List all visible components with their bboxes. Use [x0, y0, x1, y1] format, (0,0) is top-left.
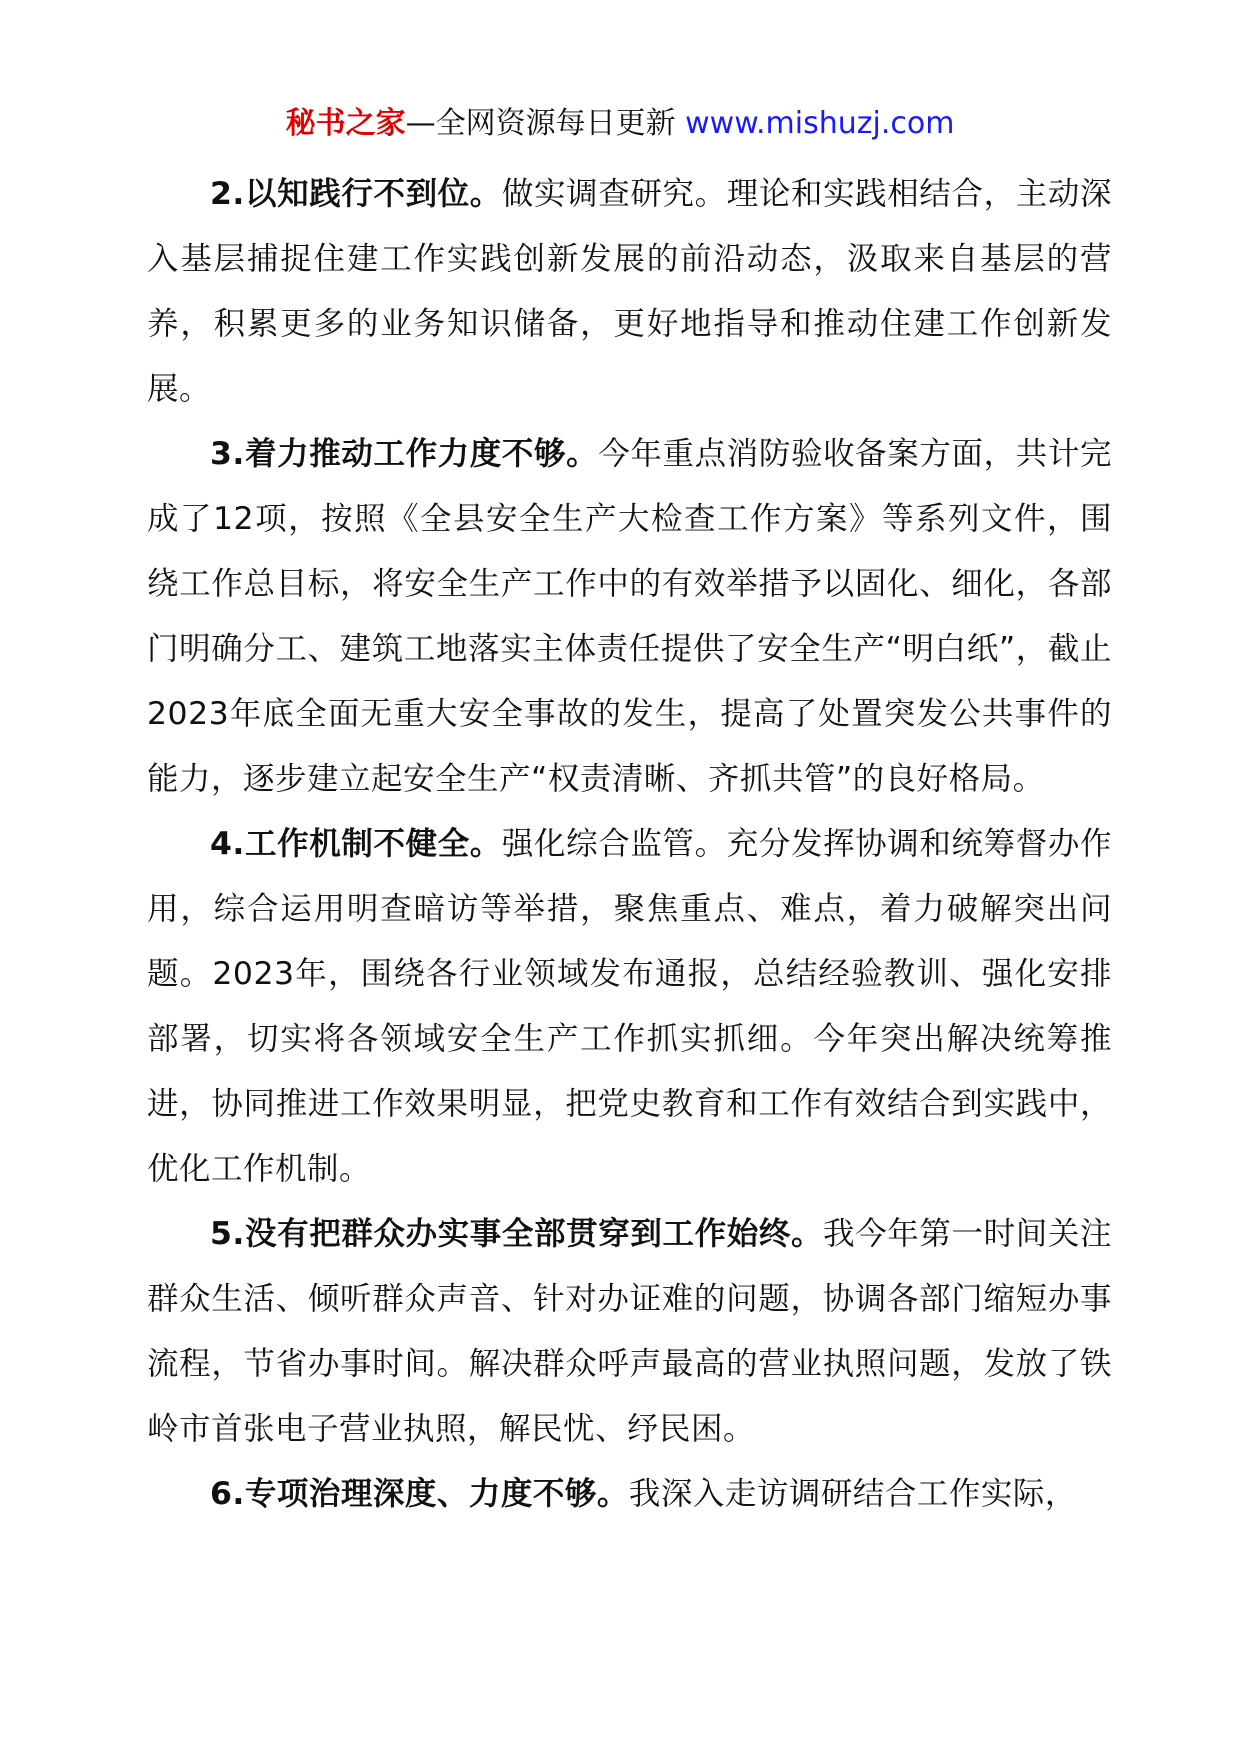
paragraph-text: 我深入走访调研结合工作实际， — [628, 1476, 1077, 1512]
paragraph-text: 今年重点消防验收备案方面，共计完成了12项，按照《全县安全生产大检查工作方案》等系列文件，围绕工作总目标，将安全生产工作中的有效举措予以固化、细化，各部门明确分工、建筑工地落实主体责任提供了安全生产“明白纸”，截止2023年底全面无重大安全事故的发生，提高了处置突发公共事件的能力，逐步建立起安全生产“权责清晰、齐抓共管”的良好格局。 — [147, 436, 1112, 797]
paragraph-text: 做实调查研究。理论和实践相结合，主动深入基层捕捉住建工作实践创新发展的前沿动态，汲取来自基层的营养，积累更多的业务知识储备，更好地指导和推动住建工作创新发展。 — [147, 176, 1112, 407]
paragraph-5 — [147, 1202, 1112, 1462]
header-slogan: —全网资源每日更新 — [405, 106, 676, 141]
paragraph-heading: 4.工作机制不健全。 — [210, 826, 502, 862]
site-url-link[interactable]: www.mishuzj.com — [685, 106, 955, 141]
brand-name: 秘书之家 — [285, 106, 406, 141]
paragraph-heading: 5.没有把群众办实事全部贯穿到工作始终。 — [210, 1216, 824, 1252]
paragraph-heading: 3.着力推动工作力度不够。 — [210, 436, 599, 472]
paragraph-heading: 6.专项治理深度、力度不够。 — [210, 1476, 629, 1512]
paragraph-text: 强化综合监管。充分发挥协调和统筹督办作用，综合运用明查暗访等举措，聚焦重点、难点，着力破解突出问题。2023年，围绕各行业领域发布通报，总结经验教训、强化安排部署，切实将各领域安全生产工作抓实抓细。今年突出解决统筹推进，协同推进工作效果明显，把党史教育和工作有效结合到实践中，优化工作机制。 — [147, 826, 1112, 1187]
page-header — [0, 104, 1240, 144]
document-body — [147, 162, 1112, 1527]
paragraph-heading: 2.以知践行不到位。 — [210, 176, 502, 212]
paragraph-6 — [147, 1462, 1112, 1527]
paragraph-text: 我今年第一时间关注群众生活、倾听群众声音、针对办证难的问题，协调各部门缩短办事流程，节省办事时间。解决群众呼声最高的营业执照问题，发放了铁岭市首张电子营业执照，解民忧、纾民困。 — [147, 1216, 1112, 1447]
paragraph-3 — [147, 422, 1112, 812]
paragraph-4 — [147, 812, 1112, 1202]
paragraph-2 — [147, 162, 1112, 422]
